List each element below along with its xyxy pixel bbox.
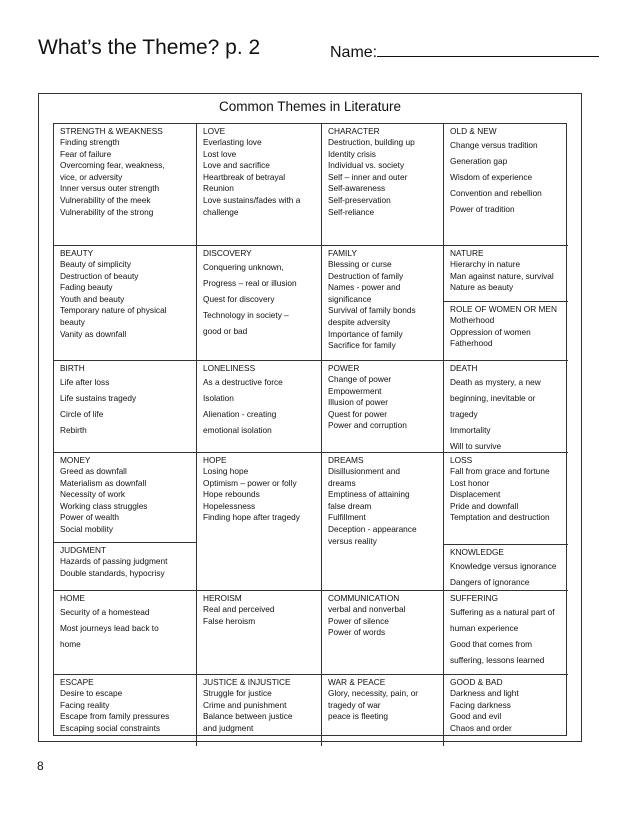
theme-item: Power and corruption <box>328 420 407 431</box>
theme-heading: HEROISM <box>203 593 242 603</box>
theme-item: Love sustains/fades with a <box>203 194 301 205</box>
theme-cell <box>197 453 322 591</box>
theme-item: Good that comes from <box>450 639 533 649</box>
theme-cell <box>197 361 322 453</box>
theme-item: Sacrifice for family <box>328 340 396 351</box>
theme-item: vice, or adversity <box>60 171 123 182</box>
theme-cell <box>54 543 196 579</box>
theme-heading: STRENGTH & WEAKNESS <box>60 126 163 136</box>
theme-heading: POWER <box>328 363 360 373</box>
theme-heading: JUSTICE & INJUSTICE <box>203 677 291 687</box>
theme-item: Life sustains tragedy <box>60 393 137 403</box>
theme-item: Motherhood <box>450 315 495 325</box>
theme-item: Power of wealth <box>60 512 120 523</box>
theme-cell <box>444 361 568 453</box>
theme-item: Crime and punishment <box>203 699 287 710</box>
theme-cell <box>322 675 444 746</box>
theme-item: tragedy <box>450 409 478 419</box>
theme-item: Importance of family <box>328 328 403 339</box>
theme-item: Technology in society – <box>203 310 289 320</box>
theme-heading: LOSS <box>450 455 473 465</box>
theme-item: Hope rebounds <box>203 489 260 500</box>
theme-item: Social mobility <box>60 523 114 534</box>
theme-item: Destruction of beauty <box>60 270 139 281</box>
theme-item: Good and evil <box>450 711 502 722</box>
theme-item: Suffering as a natural part of <box>450 607 555 617</box>
theme-heading: ESCAPE <box>60 677 94 687</box>
theme-item: Power of words <box>328 627 386 638</box>
theme-item: Circle of life <box>60 409 104 419</box>
theme-item: Finding hope after tragedy <box>203 512 300 523</box>
theme-cell <box>444 246 568 302</box>
theme-item: Optimism – power or folly <box>203 477 297 488</box>
theme-cell-split <box>54 453 197 591</box>
theme-item: Glory, necessity, pain, or <box>328 688 419 698</box>
theme-cell <box>444 545 568 590</box>
theme-item: Knowledge versus ignorance <box>450 561 557 571</box>
theme-item: good or bad <box>203 326 248 336</box>
theme-item: Wisdom of experience <box>450 172 533 182</box>
theme-item: Will to survive <box>450 441 502 451</box>
theme-cell <box>54 124 197 246</box>
theme-item: Escape from family pressures <box>60 711 170 722</box>
theme-item: Real and perceived <box>203 604 275 614</box>
theme-item: Generation gap <box>450 156 508 166</box>
theme-item: Greed as downfall <box>60 466 127 476</box>
theme-item: Individual vs. society <box>328 160 405 171</box>
theme-item: Fear of failure <box>60 148 112 159</box>
theme-item: Quest for discovery <box>203 294 275 304</box>
theme-cell <box>197 246 322 361</box>
theme-item: Finding strength <box>60 137 120 147</box>
name-blank-line[interactable] <box>377 41 599 57</box>
theme-cell <box>54 453 196 543</box>
theme-item: Lost honor <box>450 477 490 488</box>
theme-item: Desire to escape <box>60 688 123 698</box>
theme-cell <box>444 453 568 545</box>
theme-item: Self-preservation <box>328 194 391 205</box>
theme-item: tragedy of war <box>328 699 381 710</box>
theme-cell <box>322 124 444 246</box>
theme-heading: GOOD & BAD <box>450 677 503 687</box>
theme-item: Emptiness of attaining <box>328 489 410 500</box>
theme-item: Rebirth <box>60 425 87 435</box>
theme-item: Immortality <box>450 425 491 435</box>
theme-item: Man against nature, survival <box>450 270 554 281</box>
theme-item: Survival of family bonds <box>328 305 416 316</box>
theme-item: Escaping social constraints <box>60 722 161 733</box>
theme-item: Materialism as downfall <box>60 477 147 488</box>
theme-item: Displacement <box>450 489 501 500</box>
theme-item: dreams <box>328 477 356 488</box>
theme-item: false dream <box>328 500 372 511</box>
theme-heading: WAR & PEACE <box>328 677 386 687</box>
theme-item: Temptation and destruction <box>450 512 550 523</box>
theme-item: Disillusionment and <box>328 466 400 476</box>
theme-item: Nature as beauty <box>450 282 514 293</box>
name-field[interactable] <box>330 41 599 62</box>
theme-item: home <box>60 639 81 649</box>
table-caption: Common Themes in Literature <box>218 99 402 114</box>
theme-heading: HOME <box>60 593 85 603</box>
theme-cell <box>54 675 197 746</box>
theme-item: Reunion <box>203 183 234 194</box>
theme-item: Fulfillment <box>328 512 366 523</box>
theme-item: Vulnerability of the strong <box>60 206 154 217</box>
theme-heading: LONELINESS <box>203 363 256 373</box>
theme-item: Destruction, building up <box>328 137 415 147</box>
theme-item: Hierarchy in nature <box>450 259 521 269</box>
theme-heading: JUDGMENT <box>60 545 107 555</box>
theme-item: Fading beauty <box>60 282 113 293</box>
theme-item: Alienation - creating <box>203 409 277 419</box>
theme-item: verbal and nonverbal <box>328 604 406 614</box>
name-label: Name: <box>330 44 378 61</box>
theme-item: Facing reality <box>60 699 110 710</box>
theme-heading: DISCOVERY <box>203 248 252 258</box>
theme-item: beauty <box>60 316 85 327</box>
theme-item: Everlasting love <box>203 137 262 147</box>
theme-cell <box>197 591 322 675</box>
theme-item: Deception - appearance <box>328 523 417 534</box>
theme-cell <box>54 246 197 361</box>
themes-grid <box>53 123 567 736</box>
theme-item: As a destructive force <box>203 377 283 387</box>
theme-item: Chaos and order <box>450 722 512 733</box>
theme-heading: DREAMS <box>328 455 364 465</box>
theme-item: False heroism <box>203 615 256 626</box>
theme-cell <box>322 361 444 453</box>
theme-heading: LOVE <box>203 126 226 136</box>
theme-item: Power of tradition <box>450 204 515 214</box>
theme-cell-split <box>444 453 568 591</box>
theme-item: Change of power <box>328 374 392 384</box>
theme-item: Quest for power <box>328 408 388 419</box>
theme-item: Self-reliance <box>328 206 375 217</box>
theme-item: despite adversity <box>328 316 391 327</box>
theme-cell <box>197 675 322 746</box>
theme-item: Temporary nature of physical <box>60 305 167 316</box>
theme-item: Lost love <box>203 148 237 159</box>
theme-item: Empowerment <box>328 385 382 396</box>
theme-heading: ROLE OF WOMEN OR MEN <box>450 304 557 314</box>
theme-item: Necessity of work <box>60 489 126 500</box>
theme-item: Life after loss <box>60 377 110 387</box>
theme-item: Darkness and light <box>450 688 519 698</box>
theme-item: Oppression of women <box>450 326 531 337</box>
theme-cell <box>322 246 444 361</box>
theme-item: Convention and rebellion <box>450 188 542 198</box>
theme-item: Progress – real or illusion <box>203 278 297 288</box>
theme-item: Isolation <box>203 393 234 403</box>
theme-item: Heartbreak of betrayal <box>203 171 286 182</box>
theme-item: Dangers of ignorance <box>450 577 530 587</box>
theme-item: Identity crisis <box>328 148 376 159</box>
theme-item: Beauty of simplicity <box>60 259 132 269</box>
theme-cell <box>322 453 444 591</box>
theme-item: Illusion of power <box>328 397 388 408</box>
theme-item: Change versus tradition <box>450 140 538 150</box>
theme-heading: BIRTH <box>60 363 85 373</box>
theme-item: Pride and downfall <box>450 500 519 511</box>
theme-item: beginning, inevitable or <box>450 393 536 403</box>
theme-item: Double standards, hypocrisy <box>60 567 165 578</box>
themes-table-frame <box>38 93 582 742</box>
theme-heading: KNOWLEDGE <box>450 547 504 557</box>
theme-item: Fatherhood <box>450 338 493 349</box>
theme-heading: CHARACTER <box>328 126 380 136</box>
theme-cell <box>322 591 444 675</box>
theme-item: Blessing or curse <box>328 259 392 269</box>
theme-item: and judgment <box>203 722 254 733</box>
theme-item: peace is fleeting <box>328 711 388 722</box>
theme-heading: FAMILY <box>328 248 357 258</box>
theme-cell <box>444 591 568 675</box>
theme-item: Names - power and <box>328 282 401 293</box>
theme-cell-split <box>444 246 568 361</box>
theme-item: Death as mystery, a new <box>450 377 541 387</box>
theme-item: Fall from grace and fortune <box>450 466 550 476</box>
theme-heading: HOPE <box>203 455 227 465</box>
theme-item: Overcoming fear, weakness, <box>60 160 165 171</box>
theme-cell <box>444 675 568 746</box>
theme-item: Facing darkness <box>450 699 511 710</box>
theme-item: Destruction of family <box>328 270 404 281</box>
theme-item: emotional isolation <box>203 425 272 435</box>
theme-item: challenge <box>203 206 239 217</box>
theme-item: Inner versus outer strength <box>60 183 160 194</box>
theme-cell <box>444 302 568 350</box>
theme-item: Vulnerability of the meek <box>60 194 151 205</box>
theme-item: Working class struggles <box>60 500 148 511</box>
theme-item: Security of a homestead <box>60 607 150 617</box>
theme-item: Hopelessness <box>203 500 256 511</box>
theme-item: human experience <box>450 623 519 633</box>
theme-heading: BEAUTY <box>60 248 94 258</box>
theme-heading: MONEY <box>60 455 91 465</box>
theme-item: suffering, lessons learned <box>450 655 545 665</box>
theme-item: significance <box>328 293 372 304</box>
theme-item: Love and sacrifice <box>203 160 270 171</box>
theme-heading: NATURE <box>450 248 484 258</box>
theme-heading: OLD & NEW <box>450 126 497 136</box>
theme-item: Struggle for justice <box>203 688 272 698</box>
theme-cell <box>197 124 322 246</box>
theme-item: Balance between justice <box>203 711 293 722</box>
theme-cell <box>54 361 197 453</box>
theme-item: Vanity as downfall <box>60 328 127 339</box>
theme-item: Conquering unknown, <box>203 262 284 272</box>
page-title: What’s the Theme? p. 2 <box>38 36 261 59</box>
theme-item: Hazards of passing judgment <box>60 556 168 566</box>
theme-item: Youth and beauty <box>60 293 125 304</box>
theme-item: Self – inner and outer <box>328 171 408 182</box>
theme-item: versus reality <box>328 535 377 546</box>
theme-cell <box>444 124 568 246</box>
theme-item: Power of silence <box>328 615 389 626</box>
theme-item: Self-awareness <box>328 183 386 194</box>
theme-heading: SUFFERING <box>450 593 498 603</box>
theme-item: Most journeys lead back to <box>60 623 159 633</box>
theme-heading: COMMUNICATION <box>328 593 400 603</box>
theme-item: Losing hope <box>203 466 249 476</box>
theme-heading: DEATH <box>450 363 478 373</box>
page-number: 8 <box>37 759 44 773</box>
theme-cell <box>54 591 197 675</box>
